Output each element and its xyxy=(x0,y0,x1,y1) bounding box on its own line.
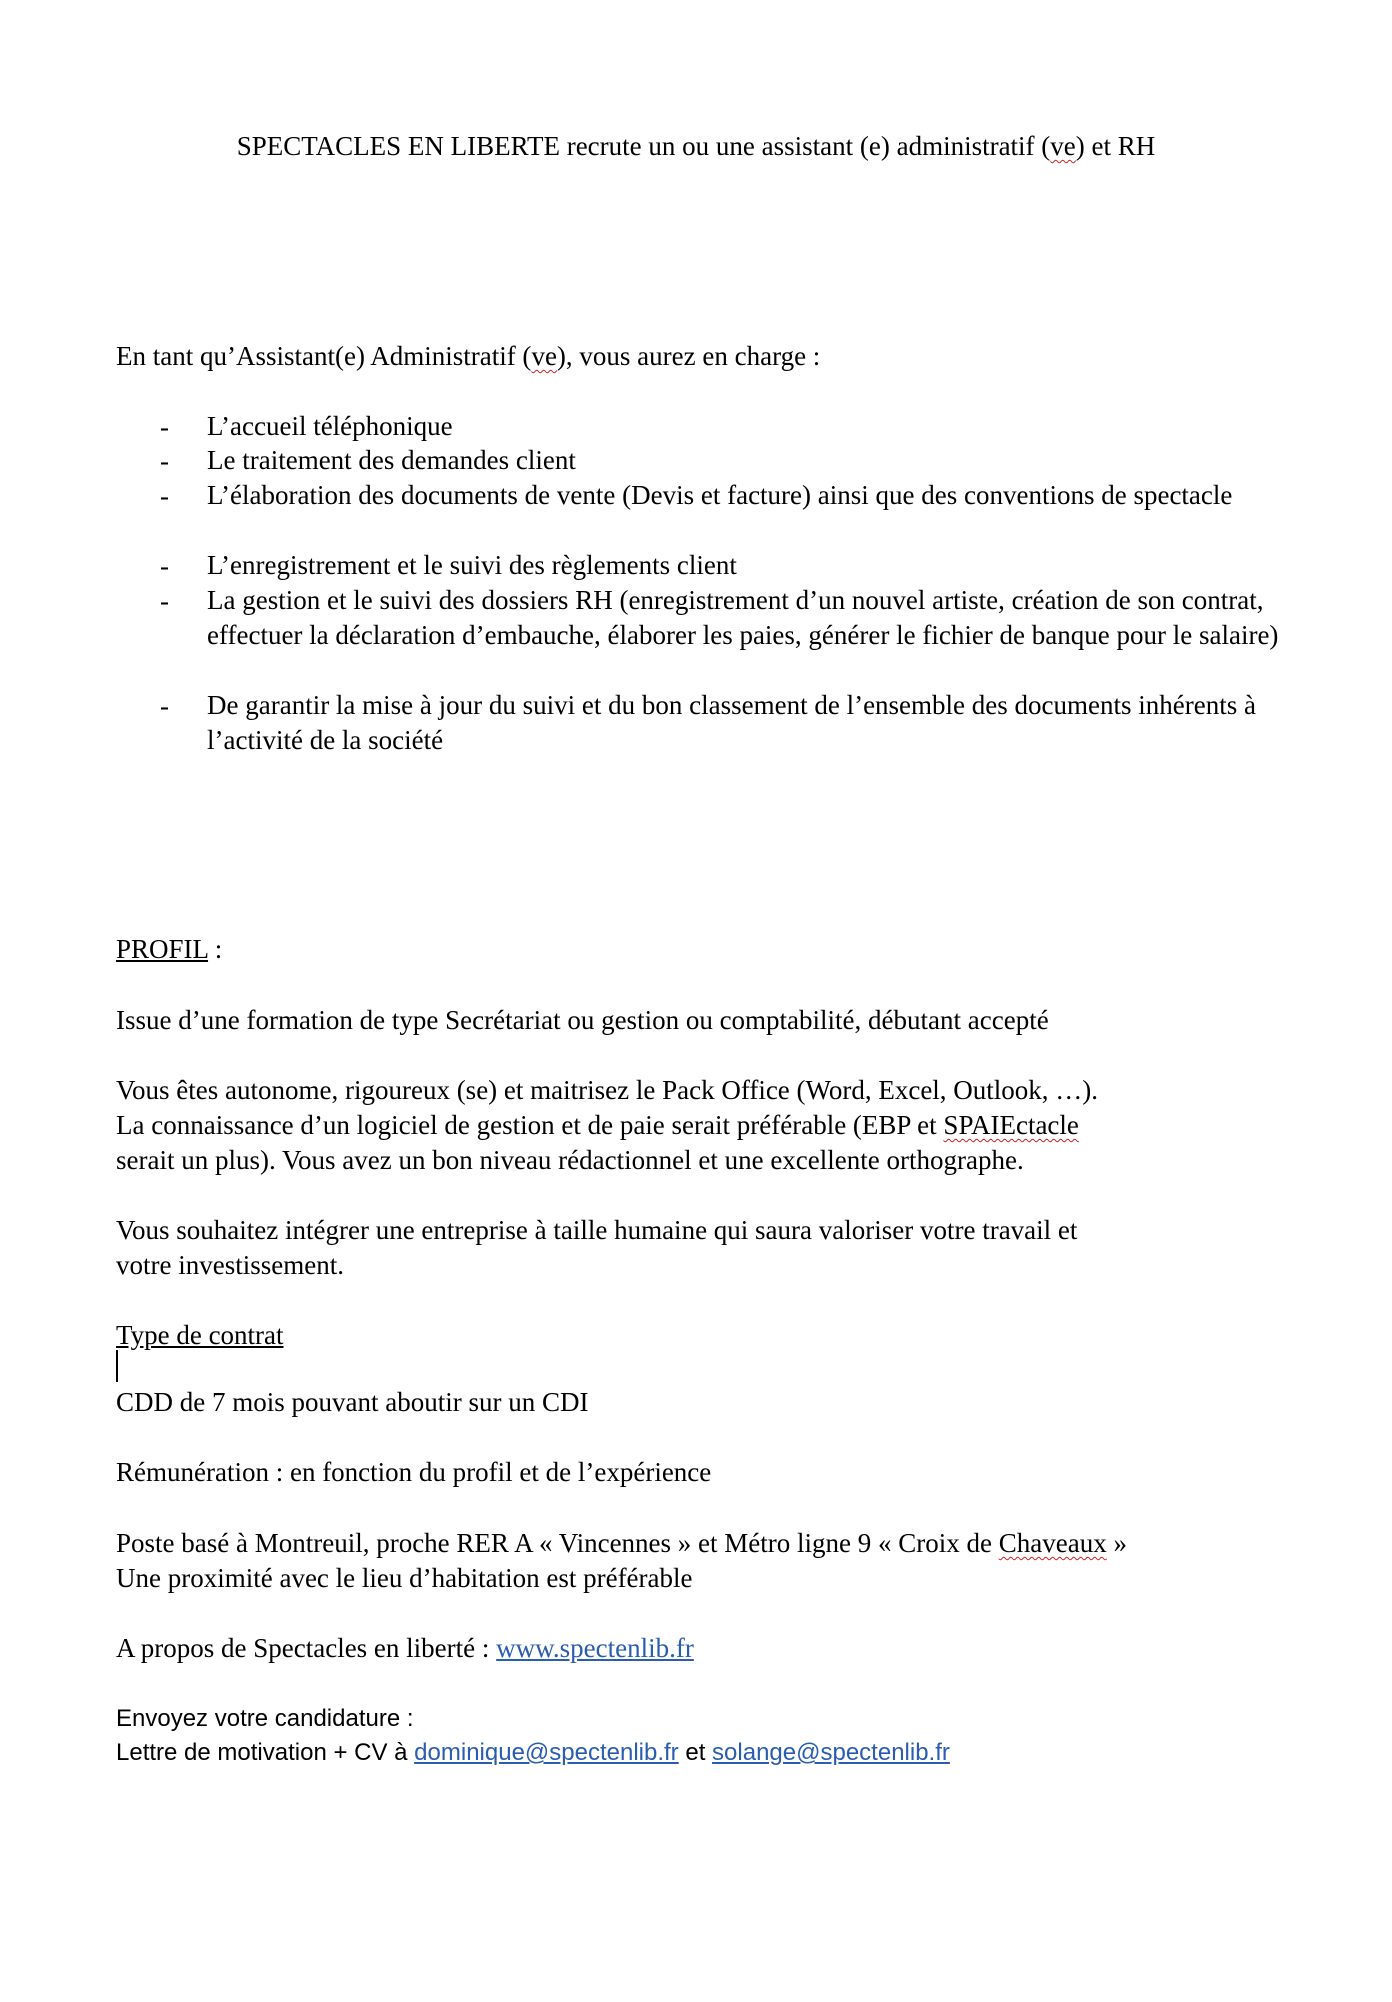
email-link-solange[interactable]: solange@spectenlib.fr xyxy=(712,1739,950,1766)
profil-heading xyxy=(116,932,222,966)
title-text-end: ) et RH xyxy=(1075,131,1156,161)
location-line-2: Une proximité avec le lieu d’habitation est préférable xyxy=(116,1563,693,1593)
location-line-1 xyxy=(116,1526,1127,1560)
intro-text-start: En tant qu’Assistant(e) Administratif ( xyxy=(116,341,532,371)
about-label: A propos de Spectacles en liberté : xyxy=(116,1633,497,1663)
list-item: De garantir la mise à jour du suivi et du bon classement de l’ensemble des documents inhérents à l’activité de la société xyxy=(207,690,1256,755)
list-item: La gestion et le suivi des dossiers RH (enregistrement d’un nouvel artiste, création de son contrat, effectuer la déclaration d’embauche, élaborer les paies, générer le fichier de banque pour le salaire) xyxy=(207,585,1279,650)
profil-spellcheck-word: SPAIEctacle xyxy=(943,1110,1079,1140)
apply-line-2 xyxy=(116,1736,950,1770)
intro-line xyxy=(116,339,820,373)
bullet-dash: - xyxy=(160,586,169,616)
contract-heading xyxy=(116,1318,284,1352)
location-text-end: » xyxy=(1106,1528,1127,1558)
profil-paragraph-2-line-2 xyxy=(116,1108,1079,1142)
profil-paragraph-3-line-2: votre investissement. xyxy=(116,1250,344,1280)
intro-text-end: ), vous aurez en charge : xyxy=(556,341,821,371)
contract-value: CDD de 7 mois pouvant aboutir sur un CDI xyxy=(116,1387,589,1417)
list-item: L’accueil téléphonique xyxy=(207,411,453,441)
bullet-dash: - xyxy=(160,412,169,442)
remuneration-line: Rémunération : en fonction du profil et de l’expérience xyxy=(116,1457,712,1487)
list-item: Le traitement des demandes client xyxy=(207,445,576,475)
text-cursor xyxy=(116,1350,118,1382)
website-link[interactable]: www.spectenlib.fr xyxy=(496,1633,694,1663)
intro-spellcheck-word: ve xyxy=(531,341,557,371)
title-spellcheck-word: ve xyxy=(1050,131,1076,161)
profil-line-2-text: La connaissance d’un logiciel de gestion et de paie serait préférable (EBP et xyxy=(116,1110,944,1140)
bullet-dash: - xyxy=(160,551,169,581)
bullet-dash: - xyxy=(160,446,169,476)
location-text: Poste basé à Montreuil, proche RER A « Vincennes » et Métro ligne 9 « Croix de xyxy=(116,1528,999,1558)
email-link-dominique[interactable]: dominique@spectenlib.fr xyxy=(414,1739,679,1766)
apply-conjunction: et xyxy=(678,1739,713,1766)
apply-text: Lettre de motivation + CV à xyxy=(116,1739,415,1766)
apply-line-1: Envoyez votre candidature : xyxy=(116,1705,414,1732)
profil-paragraph-1: Issue d’une formation de type Secrétariat ou gestion ou comptabilité, débutant accepté xyxy=(116,1005,1049,1035)
profil-paragraph-3-line-1: Vous souhaitez intégrer une entreprise à taille humaine qui saura valoriser votre travail et xyxy=(116,1215,1078,1245)
profil-paragraph-2-line-3: serait un plus). Vous avez un bon niveau rédactionnel et une excellente orthographe. xyxy=(116,1145,1024,1175)
location-spellcheck-word: Chaveaux xyxy=(998,1528,1107,1558)
contract-heading-text: Type de contrat xyxy=(116,1320,284,1350)
profil-heading-colon: : xyxy=(208,934,223,964)
title-text-start: SPECTACLES EN LIBERTE recrute un ou une assistant (e) administratif ( xyxy=(236,131,1051,161)
bullet-dash: - xyxy=(160,691,169,721)
bullet-dash: - xyxy=(160,481,169,511)
document-title xyxy=(0,129,1392,163)
profil-heading-text: PROFIL xyxy=(116,934,209,964)
about-line xyxy=(116,1631,694,1665)
profil-paragraph-2-line-1: Vous êtes autonome, rigoureux (se) et maitrisez le Pack Office (Word, Excel, Outlook, …). xyxy=(116,1075,1099,1105)
list-item: L’enregistrement et le suivi des règlements client xyxy=(207,550,737,580)
list-item: L’élaboration des documents de vente (Devis et facture) ainsi que des conventions de spectacle xyxy=(207,480,1233,510)
